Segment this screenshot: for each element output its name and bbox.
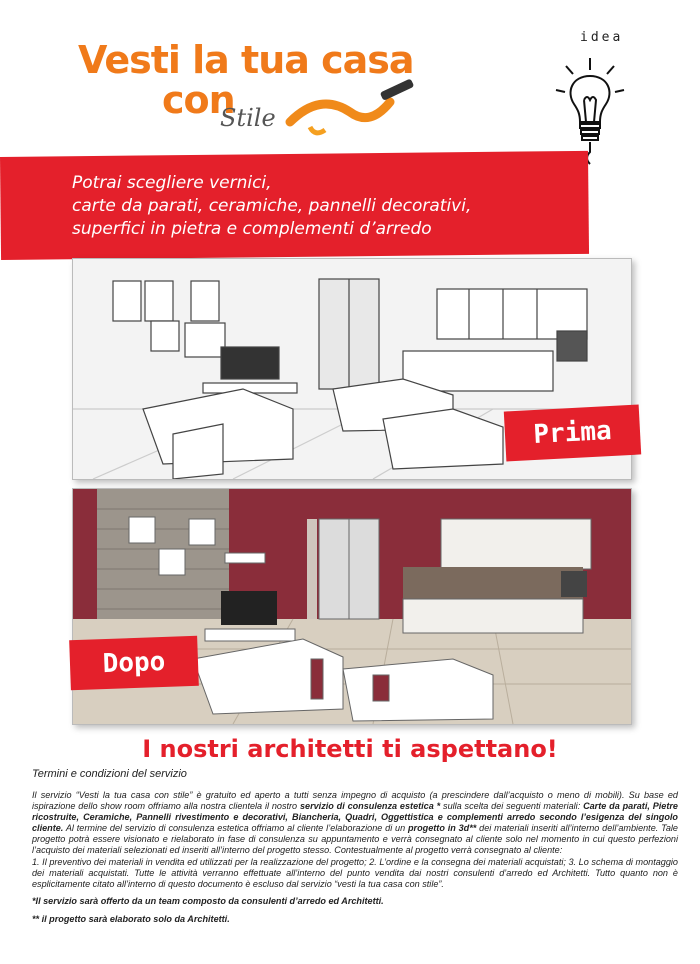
banner-line-1: Potrai scegliere vernici, xyxy=(72,173,272,193)
banner-line-2: carte da parati, ceramiche, pannelli decorativi, xyxy=(72,196,472,216)
banner-text xyxy=(72,172,471,241)
terms-p1-bold: servizio di consulenza estetica * xyxy=(299,801,441,812)
logo-title-line1: Vesti la tua casa xyxy=(78,38,414,82)
terms-p2-bold: Carte da parati, Pietre ricostruite, Ceramiche, Pannelli rivestimento e decorativi, Biancheria, Quadri, Oggettistica e complementi arredo secondo l’esigenza del singolo cliente. xyxy=(32,801,678,834)
before-label: Prima xyxy=(504,405,641,462)
terms-p4: dei materiali inseriti all’interno dell’ambiente. Tale progetto potrà essere visionato e rielaborato in fase di consulenza su appuntamento e verrà consegnato al cliente solo nel momento in cui questo perfezioni l’acquisto dei materiali selezionati ed inseriti all’interno del progetto stesso. Contestualmente al progetto verrà consegnato al cliente: xyxy=(32,823,678,856)
terms-note-1: *Il servizio sarà offerto da un team composto da consulenti d’arredo ed Architetti. xyxy=(32,896,384,906)
paint-brush-icon xyxy=(280,72,420,142)
after-room-image xyxy=(72,488,632,725)
terms-p3-bold: progetto in 3d** xyxy=(408,823,477,834)
terms-text xyxy=(32,790,678,890)
terms-p2: sulla scelta dei seguenti materiali: xyxy=(440,801,584,812)
terms-p5: 1. Il preventivo dei materiali in vendita ed utilizzati per la realizzazione del progetto; 2. L’ordine e la consegna dei materiali acquistati; 3. Lo schema di montaggio dei materiali acquistati. Tutte le attività verranno effettuate all’interno del punto vendita dai nostri consulenti d’arredo ed Architetti. Tutto quanto non è esplicitamente citato all’interno di questo documento è escluso dal servizio “vesti la tua casa con stile”. xyxy=(32,856,678,889)
headline: I nostri architetti ti aspettano! xyxy=(142,735,558,763)
logo-title-line2: con xyxy=(162,78,235,122)
banner-line-3: superfici in pietra e complementi d’arredo xyxy=(72,219,432,239)
after-label: Dopo xyxy=(69,636,199,690)
terms-p1: Il servizio “Vesti la tua casa con stile” è gratuito ed aperto a tutti senza impegno di acquisto (a prescindere dall’acquisto o meno di mobili). Su base ed ispirazione dello show room offriamo alla nostra clientela il nostro xyxy=(32,790,678,812)
terms-note-2: ** il progetto sarà elaborato solo da Architetti. xyxy=(32,914,230,924)
logo-title-line3: Stile xyxy=(220,104,276,132)
terms-title: Termini e condizioni del servizio xyxy=(32,768,187,780)
idea-label: idea xyxy=(580,30,624,45)
terms-p3: Al termine del servizio di consulenza estetica offriamo al cliente l’elaborazione di un xyxy=(63,823,408,834)
